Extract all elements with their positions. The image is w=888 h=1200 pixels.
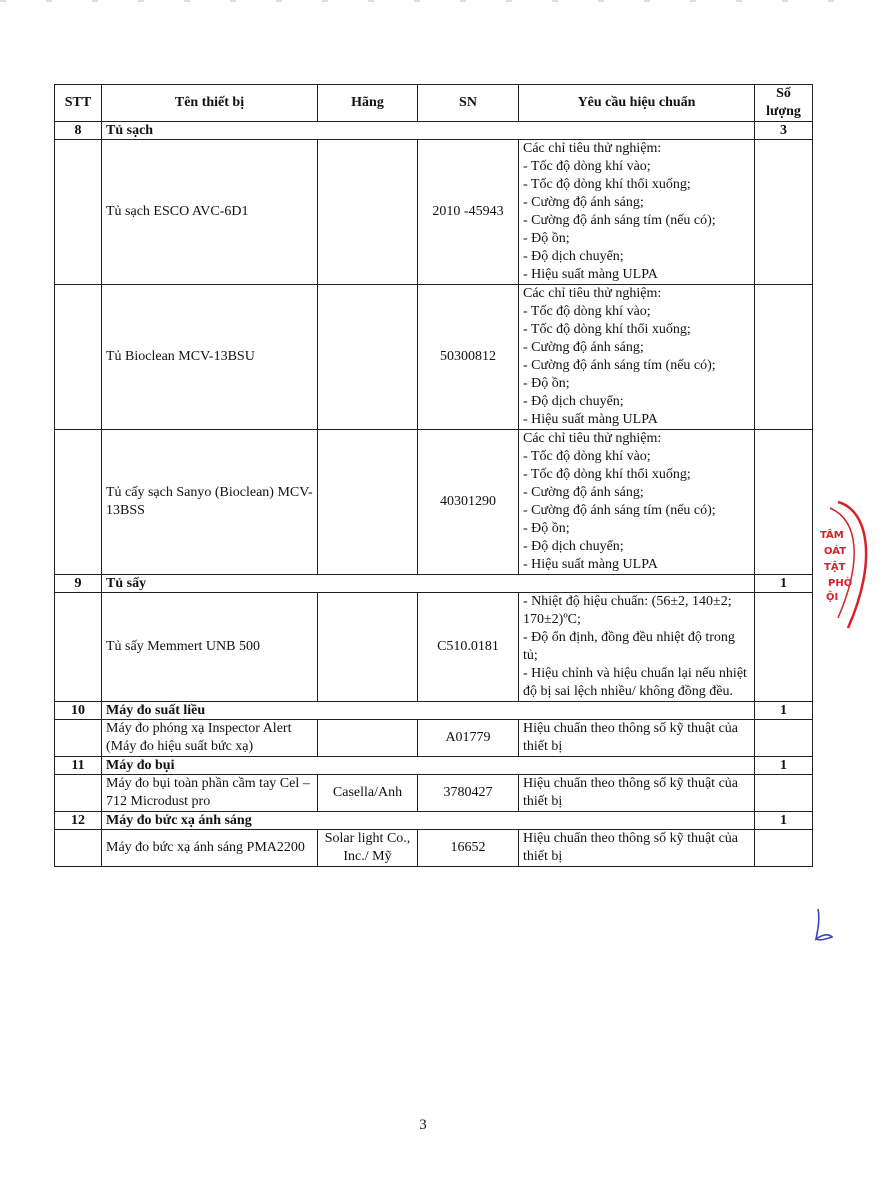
signature-mark <box>812 905 836 945</box>
item-manufacturer <box>318 285 418 430</box>
item-manufacturer <box>318 140 418 285</box>
requirement-line: - Hiệu chỉnh và hiệu chuẩn lại nếu nhiệt độ bị sai lệch nhiều/ không đồng đều. <box>523 666 747 699</box>
section-title: Tủ sạch <box>102 122 755 140</box>
item-name: Máy đo bụi toàn phần cầm tay Cel – 712 Microdust pro <box>102 775 318 812</box>
requirement-line: - Nhiệt độ hiệu chuẩn: (56±2, 140±2; 170±2)ºC; <box>523 594 732 627</box>
item-serial-number: C510.0181 <box>418 593 519 702</box>
item-requirements <box>519 430 755 575</box>
section-row <box>55 575 813 593</box>
item-serial-number: 50300812 <box>418 285 519 430</box>
item-quantity-cell <box>755 285 813 430</box>
header-calibration-requirement: Yêu cầu hiệu chuẩn <box>519 85 755 122</box>
requirement-line: - Độ ồn; <box>523 521 570 536</box>
requirement-list <box>523 720 750 756</box>
item-quantity-cell <box>755 593 813 702</box>
scan-edge-marks <box>0 0 846 6</box>
section-number: 8 <box>55 122 102 140</box>
section-quantity: 3 <box>755 122 813 140</box>
item-stt-cell <box>55 830 102 867</box>
table-row <box>55 285 813 430</box>
item-serial-number: 16652 <box>418 830 519 867</box>
table-header-row <box>55 85 813 122</box>
table-body <box>55 122 813 867</box>
header-equipment-name: Tên thiết bị <box>102 85 318 122</box>
section-number: 9 <box>55 575 102 593</box>
section-title: Máy đo bụi <box>102 757 755 775</box>
requirement-list <box>523 140 750 284</box>
section-title: Máy đo suất liều <box>102 702 755 720</box>
requirement-list <box>523 775 750 811</box>
stamp-text-line: PHÒ <box>828 578 853 589</box>
requirement-line: - Độ dịch chuyển; <box>523 249 624 264</box>
item-name: Máy đo phóng xạ Inspector Alert (Máy đo hiệu suất bức xạ) <box>102 720 318 757</box>
red-stamp-fragment <box>808 500 888 630</box>
section-quantity: 1 <box>755 812 813 830</box>
item-stt-cell <box>55 140 102 285</box>
requirement-line: - Độ dịch chuyển; <box>523 394 624 409</box>
item-stt-cell <box>55 775 102 812</box>
requirement-line: Hiệu chuẩn theo thông số kỹ thuật của thiết bị <box>523 776 739 809</box>
requirement-line: Các chỉ tiêu thử nghiệm: <box>523 141 662 156</box>
requirement-line: - Cường độ ánh sáng tím (nếu có); <box>523 503 716 518</box>
item-serial-number: 40301290 <box>418 430 519 575</box>
item-quantity-cell <box>755 830 813 867</box>
item-manufacturer <box>318 720 418 757</box>
section-row <box>55 122 813 140</box>
stamp-text-line: TÂM <box>820 530 844 541</box>
header-quantity: Số lượng <box>755 85 813 122</box>
item-name: Tủ Bioclean MCV-13BSU <box>102 285 318 430</box>
requirement-line: - Tốc độ dòng khí vào; <box>523 304 651 319</box>
page-number: 3 <box>419 1117 427 1133</box>
requirement-line: - Tốc độ dòng khí vào; <box>523 159 651 174</box>
requirement-line: Các chỉ tiêu thử nghiệm: <box>523 286 662 301</box>
item-serial-number: A01779 <box>418 720 519 757</box>
requirement-line: Các chỉ tiêu thử nghiệm: <box>523 431 662 446</box>
requirement-line: - Tốc độ dòng khí thổi xuống; <box>523 177 691 192</box>
item-stt-cell <box>55 593 102 702</box>
requirement-line: - Cường độ ánh sáng tím (nếu có); <box>523 358 716 373</box>
item-quantity-cell <box>755 775 813 812</box>
requirement-line: - Độ ồn; <box>523 376 570 391</box>
requirement-line: - Tốc độ dòng khí vào; <box>523 449 651 464</box>
item-requirements <box>519 830 755 867</box>
requirement-list <box>523 593 750 701</box>
requirement-list <box>523 285 750 429</box>
requirement-line: - Độ ồn; <box>523 231 570 246</box>
section-quantity: 1 <box>755 702 813 720</box>
stamp-text-line: TẬT <box>824 562 846 573</box>
section-number: 12 <box>55 812 102 830</box>
requirement-line: - Độ dịch chuyển; <box>523 539 624 554</box>
requirement-line: - Hiệu suất màng ULPA <box>523 412 658 427</box>
item-manufacturer: Casella/Anh <box>318 775 418 812</box>
requirement-line: - Cường độ ánh sáng tím (nếu có); <box>523 213 716 228</box>
item-name: Tủ cấy sạch Sanyo (Bioclean) MCV-13BSS <box>102 430 318 575</box>
stamp-text-line: ỘI <box>826 592 839 603</box>
item-requirements <box>519 720 755 757</box>
section-title: Tủ sấy <box>102 575 755 593</box>
equipment-table <box>54 84 813 867</box>
requirement-line: - Độ ổn định, đồng đều nhiệt độ trong tủ; <box>523 630 735 663</box>
requirement-list <box>523 430 750 574</box>
table-row <box>55 775 813 812</box>
item-quantity-cell <box>755 140 813 285</box>
section-row <box>55 757 813 775</box>
table-row <box>55 140 813 285</box>
requirement-line: - Tốc độ dòng khí thổi xuống; <box>523 322 691 337</box>
header-serial-number: SN <box>418 85 519 122</box>
header-stt: STT <box>55 85 102 122</box>
requirement-list <box>523 830 750 866</box>
item-stt-cell <box>55 285 102 430</box>
requirement-line: - Tốc độ dòng khí thổi xuống; <box>523 467 691 482</box>
item-quantity-cell <box>755 720 813 757</box>
section-number: 10 <box>55 702 102 720</box>
section-quantity: 1 <box>755 575 813 593</box>
item-stt-cell <box>55 430 102 575</box>
item-requirements <box>519 593 755 702</box>
item-requirements <box>519 140 755 285</box>
item-stt-cell <box>55 720 102 757</box>
requirement-line: Hiệu chuẩn theo thông số kỹ thuật của thiết bị <box>523 831 739 864</box>
item-name: Tủ sạch ESCO AVC-6D1 <box>102 140 318 285</box>
item-name: Máy đo bức xạ ánh sáng PMA2200 <box>102 830 318 867</box>
item-serial-number: 3780427 <box>418 775 519 812</box>
table-row <box>55 830 813 867</box>
item-manufacturer <box>318 430 418 575</box>
stamp-text-line: OÁT <box>824 546 847 557</box>
section-row <box>55 812 813 830</box>
requirement-line: - Cường độ ánh sáng; <box>523 195 644 210</box>
section-number: 11 <box>55 757 102 775</box>
table-row <box>55 720 813 757</box>
item-manufacturer: Solar light Co., Inc./ Mỹ <box>318 830 418 867</box>
item-serial-number: 2010 -45943 <box>418 140 519 285</box>
requirement-line: - Hiệu suất màng ULPA <box>523 557 658 572</box>
header-manufacturer: Hãng <box>318 85 418 122</box>
item-requirements <box>519 285 755 430</box>
requirement-line: - Cường độ ánh sáng; <box>523 485 644 500</box>
section-quantity: 1 <box>755 757 813 775</box>
item-quantity-cell <box>755 430 813 575</box>
section-title: Máy đo bức xạ ánh sáng <box>102 812 755 830</box>
item-requirements <box>519 775 755 812</box>
requirement-line: Hiệu chuẩn theo thông số kỹ thuật của thiết bị <box>523 721 739 754</box>
requirement-line: - Cường độ ánh sáng; <box>523 340 644 355</box>
item-name: Tủ sấy Memmert UNB 500 <box>102 593 318 702</box>
item-manufacturer <box>318 593 418 702</box>
section-row <box>55 702 813 720</box>
table-row <box>55 593 813 702</box>
table-row <box>55 430 813 575</box>
requirement-line: - Hiệu suất màng ULPA <box>523 267 658 282</box>
